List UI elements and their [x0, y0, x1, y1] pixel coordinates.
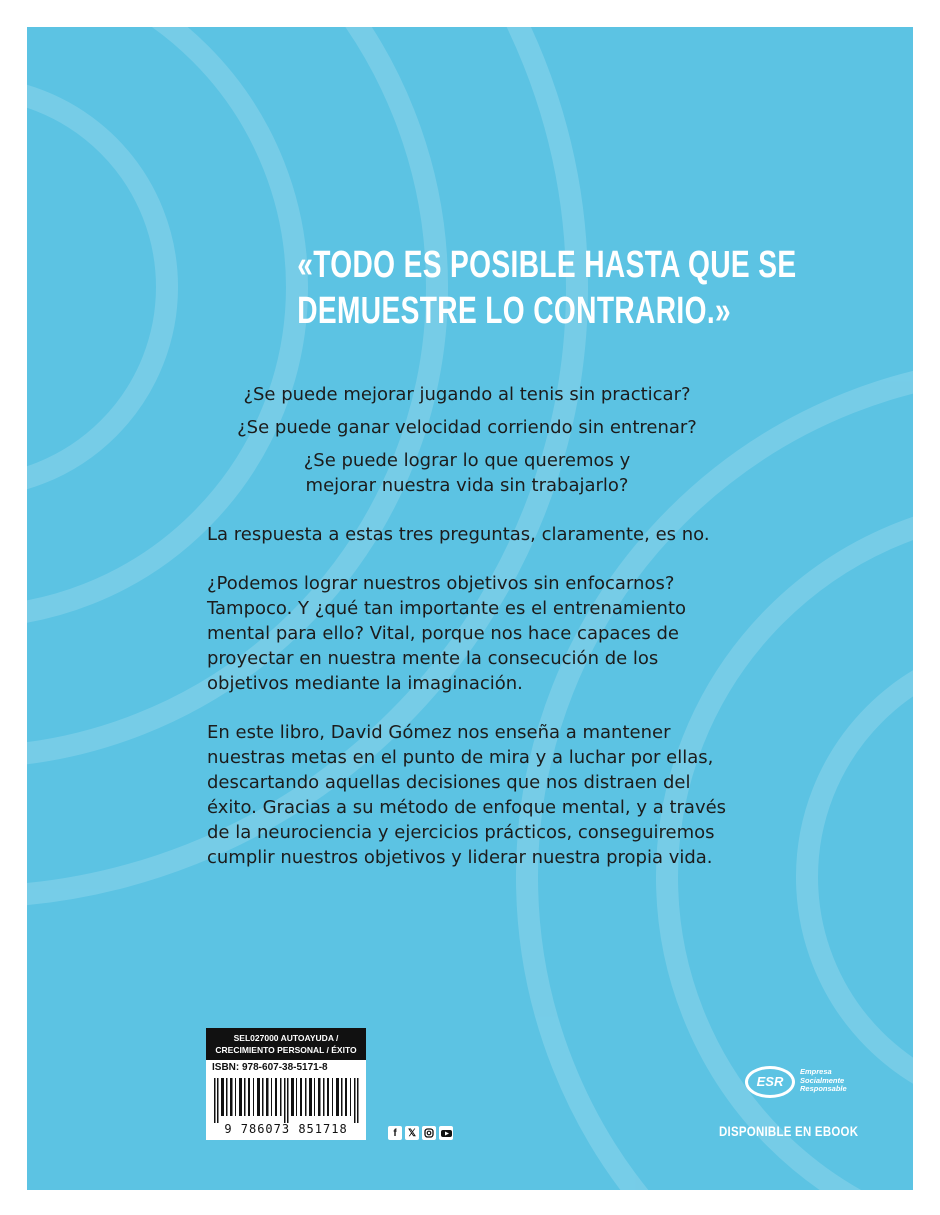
- ebook-availability: DISPONIBLE EN EBOOK: [719, 1123, 859, 1139]
- barcode-panel: [206, 1028, 366, 1140]
- esr-line-2: Socialmente: [800, 1075, 845, 1085]
- question-2: ¿Se puede ganar velocidad corriendo sin entrenar?: [237, 417, 697, 438]
- ean-number: 9 786073 851718: [224, 1122, 348, 1136]
- esr-line-3: Responsable: [800, 1084, 847, 1093]
- paragraph-answer: La respuesta a estas tres preguntas, claramente, es no.: [207, 524, 710, 545]
- esr-line-1: Empresa: [800, 1067, 832, 1076]
- youtube-icon[interactable]: [439, 1126, 453, 1140]
- esr-logo: [745, 1064, 865, 1102]
- esr-badge: ESR: [745, 1066, 795, 1098]
- barcode-bars: [212, 1078, 360, 1123]
- quote-line-2: DEMUESTRE LO CONTRARIO.»: [297, 290, 732, 332]
- category-line-2: CRECIMIENTO PERSONAL / ÉXITO: [215, 1045, 357, 1055]
- blurb: [207, 522, 727, 894]
- question-1: ¿Se puede mejorar jugando al tenis sin practicar?: [243, 384, 691, 405]
- category-line-1: SEL027000 AUTOAYUDA /: [233, 1033, 339, 1043]
- question-block: [207, 382, 727, 506]
- social-icons: [388, 1126, 453, 1140]
- question-3: ¿Se puede lograr lo que queremos y mejorar nuestra vida sin trabajarlo?: [303, 450, 631, 496]
- x-icon[interactable]: 𝕏: [405, 1126, 419, 1140]
- pull-quote: [297, 242, 797, 334]
- isbn-text: ISBN: 978-607-38-5171-8: [212, 1062, 328, 1073]
- paragraph-focus: ¿Podemos lograr nuestros objetivos sin enfocarnos? Tampoco. Y ¿qué tan importante es el entrenamiento mental para ello? Vital, porque nos hace capaces de proyectar en nuestra mente la consecución de los objetivos mediante la imaginación.: [207, 573, 687, 694]
- instagram-icon[interactable]: [422, 1126, 436, 1140]
- category-label: [206, 1028, 366, 1060]
- esr-text: [800, 1068, 847, 1094]
- back-cover: [27, 27, 913, 1190]
- facebook-icon[interactable]: f: [388, 1126, 402, 1140]
- paragraph-book: En este libro, David Gómez nos enseña a mantener nuestras metas en el punto de mira y a luchar por ellas, descartando aquellas decisiones que nos distraen del éxito. Gracias a su método de enfoque mental, y a través de la neurociencia y ejercicios prácticos, conseguiremos cumplir nuestros objetivos y liderar nuestra propia vida.: [207, 722, 727, 868]
- quote-line-1: «TODO ES POSIBLE HASTA QUE SE: [297, 244, 797, 286]
